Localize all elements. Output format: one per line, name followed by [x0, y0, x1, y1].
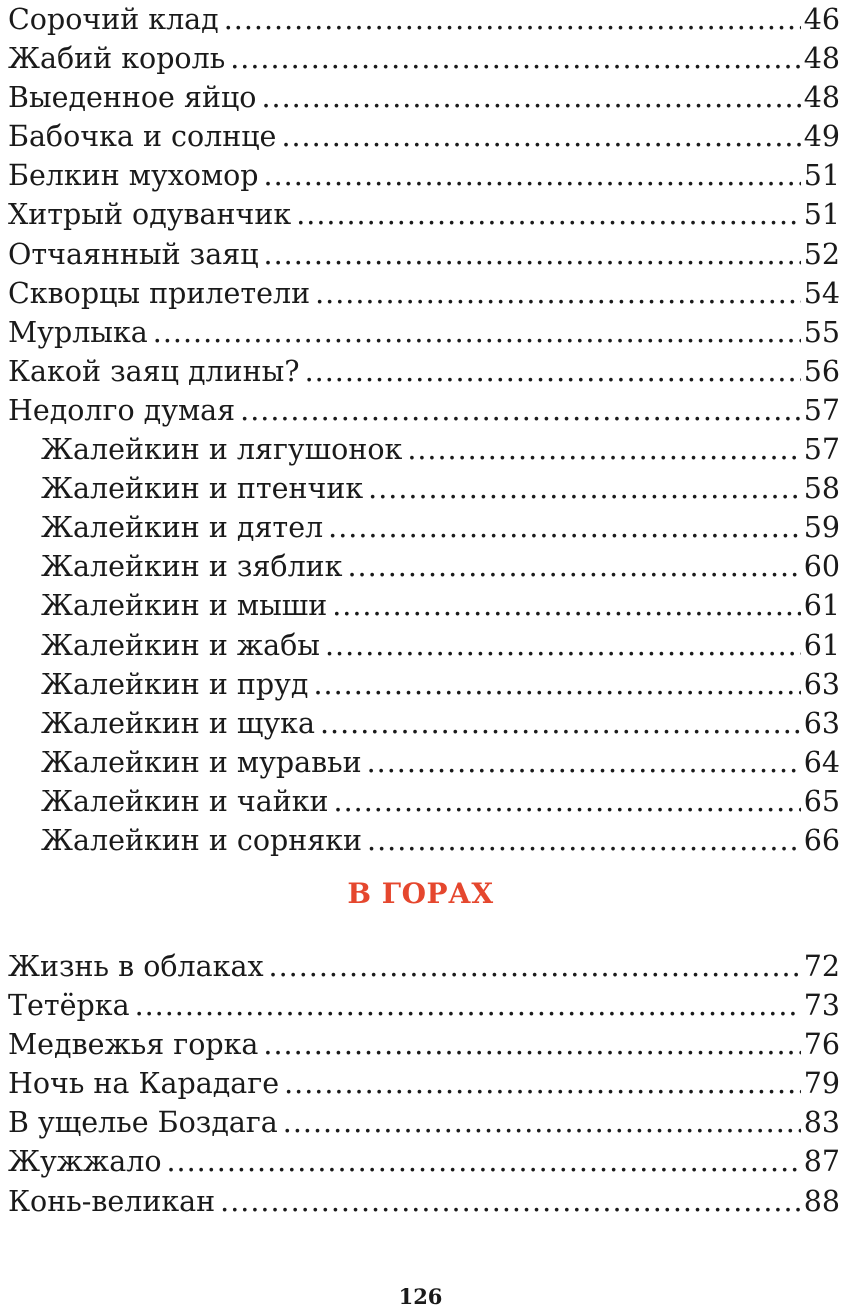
dot-leader	[296, 195, 801, 234]
toc-entry-page-number: 76	[803, 1028, 840, 1062]
toc-entry-title: Белкин мухомор	[8, 159, 259, 193]
dot-leader	[135, 986, 801, 1025]
dot-leader	[264, 156, 801, 195]
dot-leader	[220, 1182, 801, 1221]
toc-entry-title: Недолго думая	[8, 393, 236, 427]
toc-entry	[8, 0, 840, 39]
toc-entry	[8, 1025, 840, 1064]
toc-entry-page-number: 48	[803, 42, 840, 76]
toc-entry-page-number: 72	[803, 950, 840, 983]
dot-leader	[348, 547, 801, 586]
section-heading: В ГОРАХ	[347, 877, 494, 910]
toc-entry-title: Жалейкин и сорняки	[41, 823, 363, 857]
toc-entry-title: Ночь на Карадаге	[8, 1067, 280, 1101]
toc-entry-page-number: 55	[803, 315, 840, 349]
dot-leader	[367, 821, 801, 860]
dot-leader	[315, 274, 801, 313]
toc-entry	[8, 704, 840, 743]
toc-entry-page-number: 73	[803, 989, 840, 1023]
toc-entry-page-number: 65	[803, 784, 840, 818]
dot-leader	[263, 1025, 800, 1064]
toc-entry-title: Тетёрка	[8, 989, 130, 1023]
toc-entry-title: Жалейкин и чайки	[41, 784, 329, 818]
dot-leader	[224, 0, 801, 39]
page-number-folio: 126	[398, 1284, 443, 1309]
dot-leader	[166, 1142, 800, 1181]
toc-entry	[8, 1103, 840, 1142]
toc-entry-title: Жалейкин и жабы	[41, 628, 320, 662]
toc-entry-page-number: 64	[803, 745, 840, 779]
toc-entry	[8, 586, 840, 625]
toc-entry-title: Жалейкин и муравьи	[41, 745, 362, 779]
toc-entry-title: Какой заяц длины?	[8, 354, 300, 388]
toc-entry	[8, 665, 840, 704]
toc-entry	[8, 469, 840, 508]
dot-leader	[153, 313, 801, 352]
toc-entry-title: Жабий король	[8, 42, 226, 76]
table-of-contents-part-1	[8, 0, 840, 860]
toc-entry	[8, 626, 840, 665]
toc-entry-page-number: 63	[803, 667, 840, 701]
toc-entry-title: Жалейкин и мыши	[41, 589, 328, 623]
dot-leader	[320, 704, 801, 743]
toc-entry	[8, 743, 840, 782]
toc-entry	[8, 391, 840, 430]
dot-leader	[407, 430, 800, 469]
toc-entry-title: Жалейкин и дятел	[41, 511, 324, 545]
toc-entry-page-number: 63	[803, 706, 840, 740]
toc-entry-page-number: 46	[803, 3, 840, 36]
toc-entry	[8, 947, 840, 986]
toc-entry-title: Хитрый одуванчик	[8, 198, 292, 232]
toc-entry-page-number: 79	[803, 1067, 840, 1101]
toc-entry-page-number: 51	[803, 198, 840, 232]
toc-entry	[8, 508, 840, 547]
toc-entry-page-number: 56	[803, 354, 840, 388]
toc-entry-page-number: 61	[803, 589, 840, 623]
dot-leader	[283, 1103, 801, 1142]
toc-entry-title: Жизнь в облаках	[8, 950, 264, 983]
toc-entry-title: Медвежья горка	[8, 1028, 259, 1062]
toc-entry-title: Жужжало	[8, 1145, 162, 1179]
toc-entry	[8, 1142, 840, 1181]
toc-entry-page-number: 59	[803, 511, 840, 545]
toc-entry-page-number: 58	[803, 472, 840, 506]
toc-entry-page-number: 54	[803, 276, 840, 310]
toc-entry-title: В ущелье Боздага	[8, 1106, 278, 1140]
toc-entry-title: Бабочка и солнце	[8, 120, 277, 154]
toc-entry-page-number: 51	[803, 159, 840, 193]
toc-entry-title: Жалейкин и птенчик	[41, 472, 364, 506]
toc-entry	[8, 352, 840, 391]
dot-leader	[261, 78, 800, 117]
toc-entry	[8, 39, 840, 78]
toc-entry	[8, 313, 840, 352]
toc-entry	[8, 782, 840, 821]
toc-entry	[8, 986, 840, 1025]
dot-leader	[367, 743, 801, 782]
dot-leader	[313, 665, 800, 704]
toc-entry-page-number: 48	[803, 81, 840, 115]
dot-leader	[264, 235, 801, 274]
toc-entry-title: Жалейкин и лягушонок	[41, 433, 403, 467]
toc-entry-page-number: 49	[803, 120, 840, 154]
toc-entry	[8, 235, 840, 274]
toc-entry-title: Жалейкин и зяблик	[41, 550, 343, 584]
toc-entry	[8, 117, 840, 156]
dot-leader	[284, 1064, 801, 1103]
dot-leader	[325, 626, 801, 665]
toc-entry	[8, 156, 840, 195]
toc-entry-page-number: 57	[803, 433, 840, 467]
toc-entry-title: Мурлыка	[8, 315, 148, 349]
dot-leader	[334, 782, 801, 821]
dot-leader	[332, 586, 800, 625]
dot-leader	[305, 352, 801, 391]
toc-entry-title: Скворцы прилетели	[8, 276, 311, 310]
dot-leader	[368, 469, 801, 508]
toc-entry-title: Жалейкин и пруд	[41, 667, 309, 701]
toc-entry-title: Отчаянный заяц	[8, 237, 259, 271]
toc-entry-page-number: 52	[803, 237, 840, 271]
toc-entry	[8, 195, 840, 234]
dot-leader	[328, 508, 801, 547]
toc-entry	[8, 430, 840, 469]
toc-entry-page-number: 88	[803, 1184, 840, 1218]
toc-entry-title: Конь-великан	[8, 1184, 216, 1218]
toc-entry-title: Жалейкин и щука	[41, 706, 315, 740]
toc-entry-page-number: 66	[803, 823, 840, 857]
dot-leader	[269, 947, 801, 986]
table-of-contents-part-2	[8, 947, 840, 1221]
toc-entry	[8, 821, 840, 860]
toc-entry-page-number: 61	[803, 628, 840, 662]
dot-leader	[230, 39, 801, 78]
toc-entry-page-number: 60	[803, 550, 840, 584]
toc-entry-title: Сорочий клад	[8, 3, 219, 36]
toc-entry-page-number: 57	[803, 393, 840, 427]
toc-entry-page-number: 83	[803, 1106, 840, 1140]
toc-entry	[8, 78, 840, 117]
toc-entry	[8, 1064, 840, 1103]
toc-entry-title: Выеденное яйцо	[8, 81, 257, 115]
dot-leader	[240, 391, 801, 430]
toc-entry	[8, 547, 840, 586]
dot-leader	[281, 117, 800, 156]
toc-entry	[8, 1182, 840, 1221]
toc-entry	[8, 274, 840, 313]
toc-entry-page-number: 87	[803, 1145, 840, 1179]
